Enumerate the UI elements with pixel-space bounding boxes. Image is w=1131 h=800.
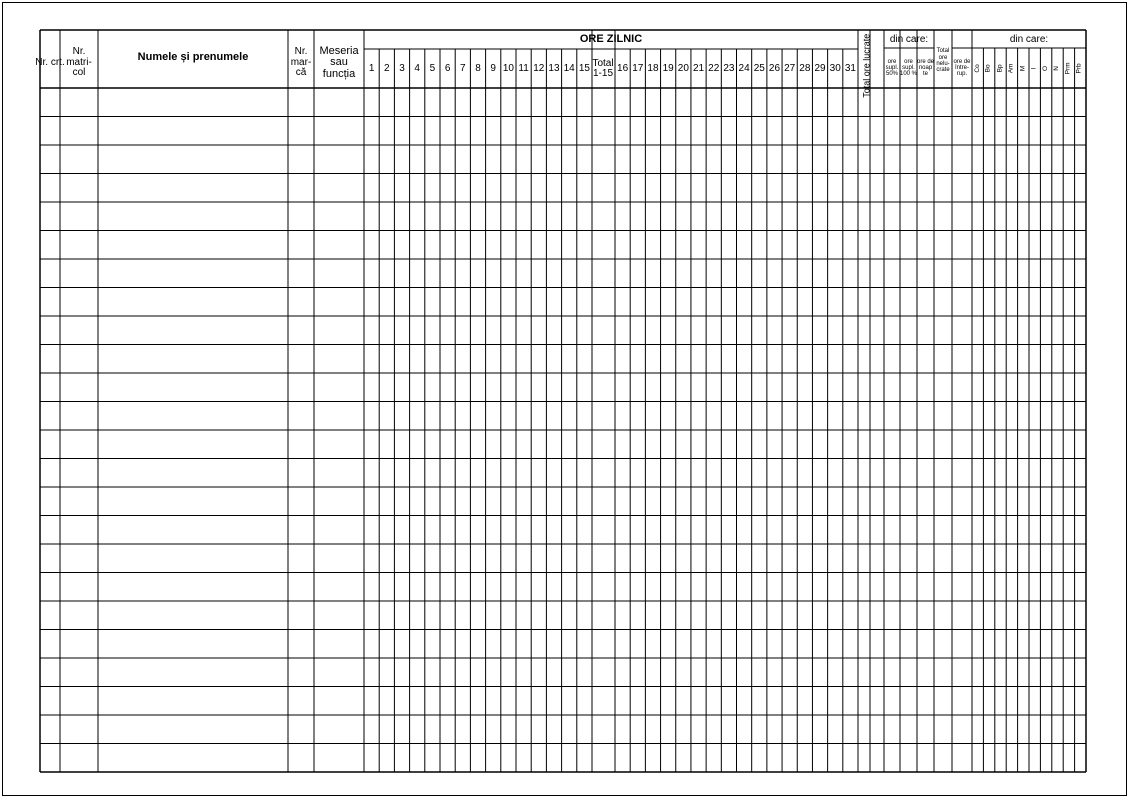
day-number-label: 29	[814, 62, 826, 74]
header-ore-intrerup: ore de între- rup.	[953, 58, 971, 78]
header-nr-matricol: Nr. matri- col	[66, 46, 92, 79]
absence-code-label: Prm	[1064, 62, 1072, 74]
day-number-label: 3	[399, 62, 405, 74]
day-number-label: 31	[844, 62, 856, 74]
absence-code-label: Bp	[996, 64, 1004, 72]
day-number-label: 16	[617, 62, 629, 74]
day-number-label: 27	[784, 62, 796, 74]
day-number-label: 22	[708, 62, 720, 74]
absence-code-label: O	[1041, 65, 1049, 71]
day-number-label: 1	[368, 62, 375, 74]
day-number-label: 19	[662, 62, 674, 74]
absence-code-label: N	[1053, 65, 1061, 71]
day-number-label: 10	[502, 62, 514, 74]
absence-code-label: Bo	[984, 64, 992, 72]
header-ore-supl-100: ore supl. 100 %	[900, 58, 918, 78]
header-ore-noapte: ore de noap te	[917, 58, 935, 78]
day-number-label: 15	[578, 62, 590, 74]
absence-code-label: I	[1030, 67, 1038, 69]
header-total-ore-lucrate: Total ore lucrate	[861, 33, 872, 99]
day-number-label: 20	[677, 62, 689, 74]
day-number-label: 25	[753, 62, 765, 74]
day-number-label: 5	[429, 62, 436, 74]
day-number-label: 26	[768, 62, 781, 74]
day-number-label: 12	[533, 62, 545, 74]
day-number-label: 8	[475, 62, 481, 74]
day-number-label: 9	[490, 62, 496, 74]
header-numele-prenumele: Numele și prenumele	[137, 51, 249, 63]
header-nr-marca: Nr. mar- că	[290, 46, 312, 79]
header-din-care-1: din care:	[889, 33, 929, 45]
header-total-1-15: Total 1-15	[592, 57, 614, 79]
day-number-label: 30	[829, 62, 841, 74]
day-number-label: 21	[692, 62, 705, 74]
header-din-care-2: din care:	[1009, 33, 1049, 45]
absence-code-label: Co	[973, 63, 981, 73]
day-number-label: 24	[738, 62, 750, 74]
day-number-label: 13	[548, 62, 560, 74]
absence-code-label: Prb	[1075, 62, 1083, 74]
day-number-label: 4	[414, 62, 420, 74]
day-number-label: 17	[632, 62, 644, 74]
header-ore-supl-50: ore supl. 50%	[885, 58, 899, 78]
day-number-label: 11	[518, 62, 529, 74]
day-number-label: 28	[799, 62, 811, 74]
day-number-label: 18	[647, 62, 659, 74]
day-number-label: 6	[444, 62, 451, 74]
absence-code-label: Am	[1007, 63, 1015, 73]
header-meseria: Meseria sau funcția	[319, 44, 359, 80]
header-nr-crt: Nr. crt.	[35, 56, 65, 68]
header-ore-zilnic: ORE ZILNIC	[579, 33, 643, 46]
day-number-label: 2	[384, 62, 390, 74]
day-number-label: 14	[563, 62, 575, 74]
absence-code-label: M	[1018, 65, 1026, 71]
day-number-label: 23	[723, 62, 735, 74]
day-number-label: 7	[460, 62, 466, 74]
header-total-ore-nelucrate: Total ore nelu- crate	[936, 48, 950, 74]
